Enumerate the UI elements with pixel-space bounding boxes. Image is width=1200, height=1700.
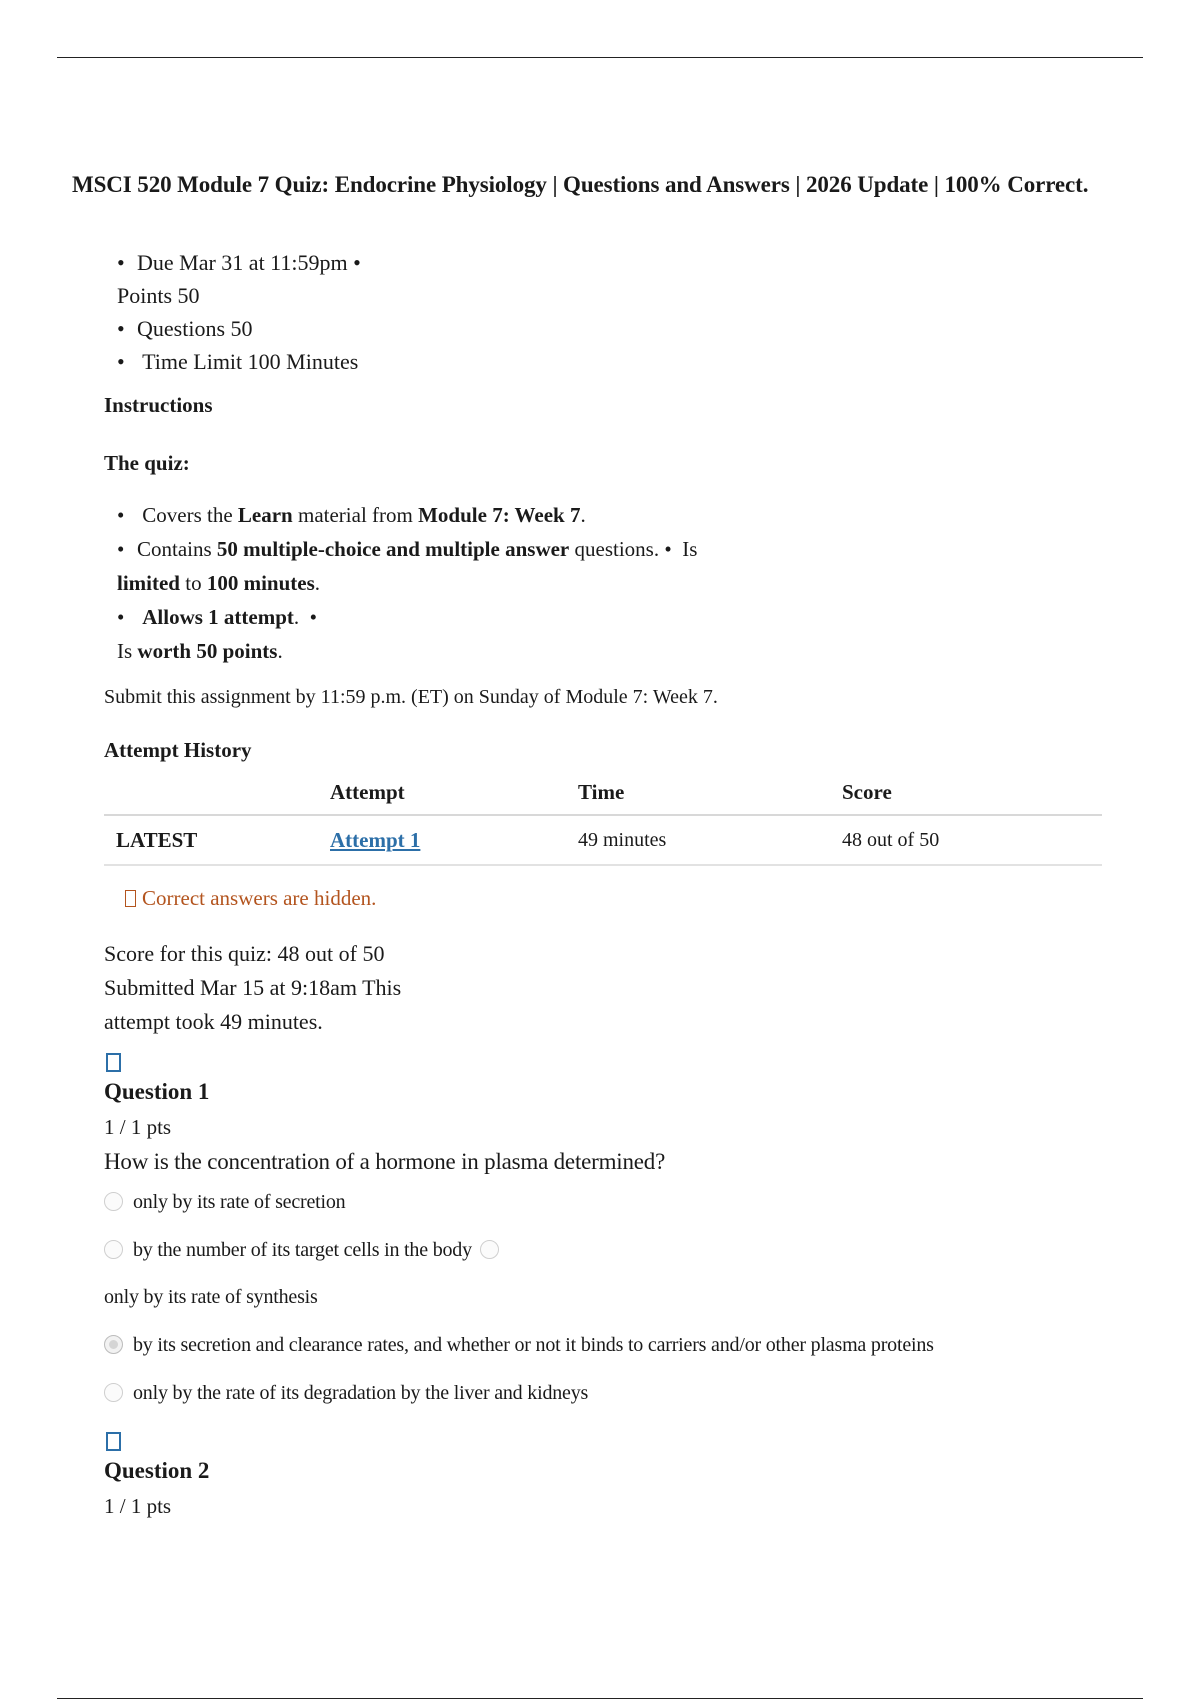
worth-item: Is worth 50 points. xyxy=(117,639,283,663)
question-1-text: How is the concentration of a hormone in plasma determined? xyxy=(104,1149,666,1174)
time-limit-value: Time Limit 100 Minutes xyxy=(142,349,359,374)
contains-text-1: Contains xyxy=(137,537,212,561)
flag-icon[interactable] xyxy=(106,1053,121,1072)
radio-button-selected-icon[interactable] xyxy=(104,1335,123,1354)
submitted-line: Submitted Mar 15 at 9:18am This xyxy=(104,975,402,1000)
limited-text: to xyxy=(185,571,202,595)
radio-button-icon[interactable] xyxy=(104,1240,123,1259)
covers-text-2: material from xyxy=(297,503,413,527)
covers-module: Module 7: Week 7 xyxy=(418,503,581,527)
attempt-score: 48 out of 50 xyxy=(842,815,1102,865)
quiz-meta xyxy=(117,246,361,378)
attempt-history-table xyxy=(104,770,1102,866)
table-row xyxy=(104,815,1102,865)
answer-option[interactable] xyxy=(104,1382,588,1405)
radio-button-icon[interactable] xyxy=(104,1192,123,1211)
points-value: Points 50 xyxy=(117,283,200,308)
question-1-title: Question 1 xyxy=(104,1079,210,1104)
flag-icon[interactable] xyxy=(106,1432,121,1451)
attempt-link[interactable]: Attempt 1 xyxy=(330,827,421,852)
questions-row: • Questions 50 xyxy=(117,316,253,341)
worth-bold: worth 50 points xyxy=(137,639,278,663)
radio-button-icon[interactable] xyxy=(480,1240,499,1259)
radio-button-icon[interactable] xyxy=(104,1383,123,1402)
question-1-points: 1 / 1 pts xyxy=(104,1115,172,1139)
notice-text: Correct answers are hidden. xyxy=(142,886,377,910)
limited-item: limited to 100 minutes. xyxy=(117,571,321,595)
covers-item: • Covers the Learn material from Module 7: Week 7. xyxy=(117,503,586,527)
answer-option-label: only by its rate of secretion xyxy=(133,1191,346,1213)
attempt-cell xyxy=(330,815,578,865)
instructions-heading: Instructions xyxy=(104,393,213,417)
time-limit-row: • Time Limit 100 Minutes xyxy=(117,349,359,374)
top-rule xyxy=(57,57,1143,58)
attempt-label: LATEST xyxy=(104,815,330,865)
answer-option[interactable] xyxy=(104,1286,318,1309)
quiz-details-list xyxy=(117,498,697,668)
attempt-history-heading: Attempt History xyxy=(104,738,252,762)
quiz-subheading: The quiz: xyxy=(104,451,190,475)
answer-option-selected[interactable] xyxy=(104,1334,934,1357)
answer-option-label: by its secretion and clearance rates, and whether or not it binds to carriers and/or other plasma proteins xyxy=(133,1334,934,1356)
column-header-time: Time xyxy=(578,770,842,815)
column-header-score: Score xyxy=(842,770,1102,815)
questions-value: Questions 50 xyxy=(137,316,253,341)
eye-off-icon xyxy=(125,890,136,907)
attempt-time: 49 minutes xyxy=(578,815,842,865)
answer-option[interactable] xyxy=(104,1191,345,1214)
worth-is: Is xyxy=(117,639,133,663)
column-header-attempt: Attempt xyxy=(330,770,578,815)
allows-item: • Allows 1 attempt. • xyxy=(117,605,318,629)
answer-option-label: by the number of its target cells in the body xyxy=(133,1239,472,1261)
answer-option-label: only by the rate of its degradation by the liver and kidneys xyxy=(133,1382,589,1404)
answer-option-label: only by its rate of synthesis xyxy=(104,1286,318,1308)
limited-is: Is xyxy=(682,537,698,561)
allows-bold: Allows 1 attempt xyxy=(142,605,294,629)
document-title: MSCI 520 Module 7 Quiz: Endocrine Physiology | Questions and Answers | 2026 Update | 100% Correct. xyxy=(72,172,1089,197)
due-date-row: • Due Mar 31 at 11:59pm • xyxy=(117,250,361,275)
due-date: Due Mar 31 at 11:59pm xyxy=(137,250,348,275)
correct-answers-hidden-notice xyxy=(125,886,376,911)
duration-line: attempt took 49 minutes. xyxy=(104,1009,323,1034)
table-header-row xyxy=(104,770,1102,815)
question-2-title: Question 2 xyxy=(104,1458,210,1483)
score-summary xyxy=(104,937,401,1039)
score-line: Score for this quiz: 48 out of 50 xyxy=(104,941,385,966)
covers-learn: Learn xyxy=(237,503,293,527)
points-row xyxy=(117,279,361,312)
submit-note: Submit this assignment by 11:59 p.m. (ET) on Sunday of Module 7: Week 7. xyxy=(104,686,718,708)
contains-bold: 50 multiple-choice and multiple answer xyxy=(216,537,570,561)
column-header xyxy=(104,770,330,815)
limited-bold: limited xyxy=(117,571,180,595)
question-2-points: 1 / 1 pts xyxy=(104,1494,172,1518)
answer-option[interactable] xyxy=(104,1239,499,1262)
contains-item: • Contains 50 multiple-choice and multiple answer questions. • Is xyxy=(117,537,698,561)
contains-text-2: questions. xyxy=(574,537,660,561)
bottom-rule xyxy=(57,1698,1143,1699)
limited-minutes: 100 minutes xyxy=(206,571,315,595)
covers-text-1: Covers the xyxy=(142,503,233,527)
